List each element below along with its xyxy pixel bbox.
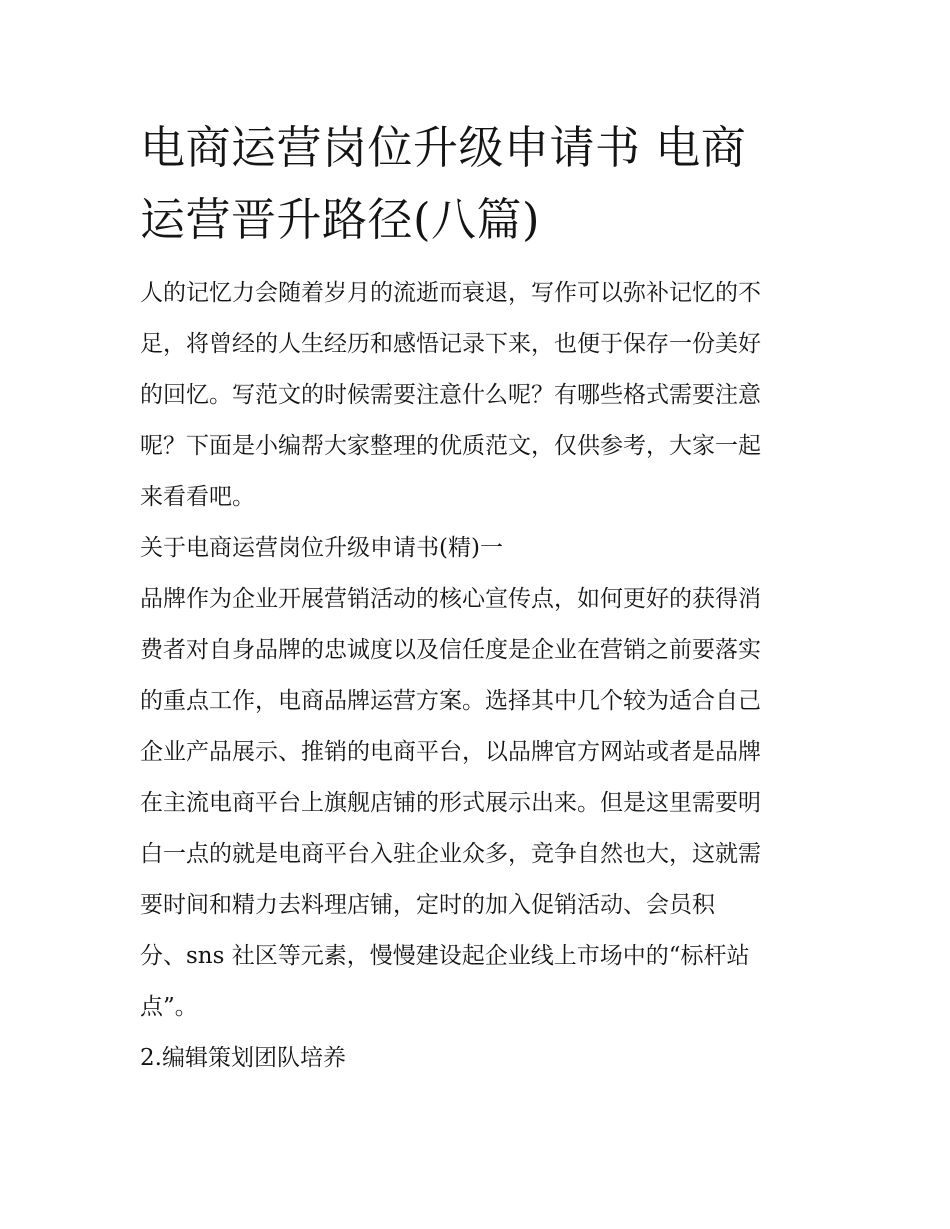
document-content	[140, 112, 812, 1084]
body-line: 白一点的就是电商平台入驻企业众多，竞争自然也大，这就需	[140, 841, 761, 867]
title-line: 电商运营岗位升级申请书 电商	[140, 121, 747, 174]
intro-line: 呢？下面是小编帮大家整理的优质范文，仅供参考，大家一起	[140, 433, 761, 459]
body-line: 在主流电商平台上旗舰店铺的形式展示出来。但是这里需要明	[140, 790, 761, 816]
document-title	[140, 112, 812, 256]
body-line: 点”。	[140, 994, 198, 1020]
body-line: 分、sns 社区等元素，慢慢建设起企业线上市场中的“标杆站	[140, 943, 750, 969]
body-line: 企业产品展示、推销的电商平台，以品牌官方网站或者是品牌	[140, 739, 761, 765]
body-line: 要时间和精力去料理店铺，定时的加入促销活动、会员积	[140, 892, 715, 918]
body-line: 费者对自身品牌的忠诚度以及信任度是企业在营销之前要落实	[140, 637, 761, 663]
intro-line: 来看看吧。	[140, 484, 255, 510]
intro-paragraph	[140, 268, 812, 523]
intro-line: 的回忆。写范文的时候需要注意什么呢？有哪些格式需要注意	[140, 382, 761, 408]
intro-line: 人的记忆力会随着岁月的流逝而衰退，写作可以弥补记忆的不	[140, 280, 761, 306]
body-paragraph	[140, 574, 812, 1033]
title-line: 运营晋升路径(八篇)	[140, 193, 541, 246]
subheading: 2.编辑策划团队培养	[140, 1045, 346, 1071]
body-line: 的重点工作，电商品牌运营方案。选择其中几个较为适合自己	[140, 688, 761, 714]
body-line: 品牌作为企业开展营销活动的核心宣传点，如何更好的获得消	[140, 586, 761, 612]
intro-line: 足，将曾经的人生经历和感悟记录下来，也便于保存一份美好	[140, 331, 761, 357]
section-heading: 关于电商运营岗位升级申请书(精)一	[140, 535, 503, 561]
